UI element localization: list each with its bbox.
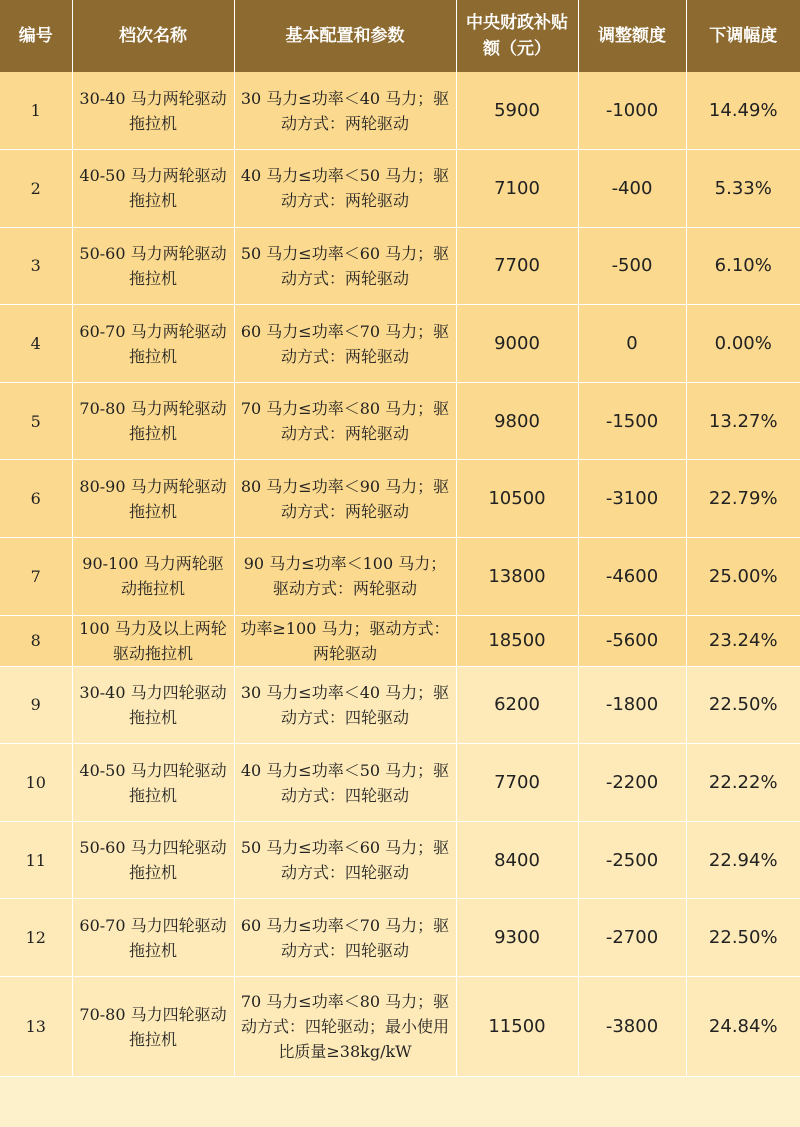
row-rate: 6.10%: [686, 227, 800, 305]
header-id: 编号: [0, 0, 72, 72]
row-name: 90-100 马力两轮驱动拖拉机: [72, 538, 234, 616]
row-name: 70-80 马力两轮驱动拖拉机: [72, 382, 234, 460]
row-rate: 22.79%: [686, 460, 800, 538]
row-id: 5: [0, 382, 72, 460]
row-adjust: -4600: [578, 538, 686, 616]
row-id: 6: [0, 460, 72, 538]
row-rate: 24.84%: [686, 977, 800, 1077]
table-header: [0, 0, 800, 72]
row-adjust: -1000: [578, 72, 686, 150]
header-adjust: 调整额度: [578, 0, 686, 72]
row-id: 4: [0, 305, 72, 383]
row-rate: 14.49%: [686, 72, 800, 150]
row-name: 50-60 马力四轮驱动拖拉机: [72, 821, 234, 899]
row-config: 40 马力≤功率＜50 马力；驱动方式：四轮驱动: [234, 744, 456, 822]
row-subsidy: 8400: [456, 821, 578, 899]
header-config: 基本配置和参数: [234, 0, 456, 72]
table-row: [0, 150, 800, 228]
row-adjust: -1500: [578, 382, 686, 460]
row-subsidy: 6200: [456, 666, 578, 744]
row-config: 70 马力≤功率＜80 马力；驱动方式：两轮驱动: [234, 382, 456, 460]
row-config: 功率≥100 马力；驱动方式：两轮驱动: [234, 615, 456, 666]
row-adjust: 0: [578, 305, 686, 383]
row-adjust: -5600: [578, 615, 686, 666]
row-name: 30-40 马力四轮驱动拖拉机: [72, 666, 234, 744]
table-row: [0, 744, 800, 822]
row-rate: 25.00%: [686, 538, 800, 616]
row-subsidy: 5900: [456, 72, 578, 150]
table-row: [0, 72, 800, 150]
row-name: 60-70 马力两轮驱动拖拉机: [72, 305, 234, 383]
row-adjust: -1800: [578, 666, 686, 744]
row-id: 2: [0, 150, 72, 228]
row-subsidy: 7700: [456, 744, 578, 822]
row-id: 10: [0, 744, 72, 822]
row-adjust: -400: [578, 150, 686, 228]
table-row: [0, 615, 800, 666]
row-adjust: -500: [578, 227, 686, 305]
row-subsidy: 7700: [456, 227, 578, 305]
row-config: 50 马力≤功率＜60 马力；驱动方式：两轮驱动: [234, 227, 456, 305]
row-adjust: -2500: [578, 821, 686, 899]
row-subsidy: 18500: [456, 615, 578, 666]
row-rate: 0.00%: [686, 305, 800, 383]
row-id: 8: [0, 615, 72, 666]
row-config: 60 马力≤功率＜70 马力；驱动方式：两轮驱动: [234, 305, 456, 383]
row-config: 50 马力≤功率＜60 马力；驱动方式：四轮驱动: [234, 821, 456, 899]
row-name: 30-40 马力两轮驱动拖拉机: [72, 72, 234, 150]
row-subsidy: 7100: [456, 150, 578, 228]
row-name: 50-60 马力两轮驱动拖拉机: [72, 227, 234, 305]
row-rate: 22.50%: [686, 666, 800, 744]
row-name: 40-50 马力两轮驱动拖拉机: [72, 150, 234, 228]
row-adjust: -2700: [578, 899, 686, 977]
row-config: 40 马力≤功率＜50 马力；驱动方式：两轮驱动: [234, 150, 456, 228]
table-row: [0, 821, 800, 899]
table-row: [0, 460, 800, 538]
row-rate: 13.27%: [686, 382, 800, 460]
row-subsidy: 11500: [456, 977, 578, 1077]
table-row: [0, 538, 800, 616]
row-id: 11: [0, 821, 72, 899]
row-subsidy: 9800: [456, 382, 578, 460]
row-rate: 22.50%: [686, 899, 800, 977]
row-rate: 23.24%: [686, 615, 800, 666]
row-name: 70-80 马力四轮驱动拖拉机: [72, 977, 234, 1077]
row-id: 12: [0, 899, 72, 977]
row-config: 60 马力≤功率＜70 马力；驱动方式：四轮驱动: [234, 899, 456, 977]
row-name: 40-50 马力四轮驱动拖拉机: [72, 744, 234, 822]
row-rate: 22.22%: [686, 744, 800, 822]
row-config: 90 马力≤功率＜100 马力；驱动方式：两轮驱动: [234, 538, 456, 616]
row-adjust: -3100: [578, 460, 686, 538]
row-id: 9: [0, 666, 72, 744]
row-subsidy: 9000: [456, 305, 578, 383]
row-config: 30 马力≤功率＜40 马力；驱动方式：四轮驱动: [234, 666, 456, 744]
table-row: [0, 227, 800, 305]
row-config: 70 马力≤功率＜80 马力；驱动方式：四轮驱动；最小使用比质量≥38kg/kW: [234, 977, 456, 1077]
table-row: [0, 382, 800, 460]
row-id: 1: [0, 72, 72, 150]
table-row: [0, 305, 800, 383]
row-name: 80-90 马力两轮驱动拖拉机: [72, 460, 234, 538]
row-rate: 5.33%: [686, 150, 800, 228]
row-name: 100 马力及以上两轮驱动拖拉机: [72, 615, 234, 666]
row-id: 7: [0, 538, 72, 616]
header-subsidy: 中央财政补贴额（元）: [456, 0, 578, 72]
row-subsidy: 13800: [456, 538, 578, 616]
row-adjust: -3800: [578, 977, 686, 1077]
row-config: 30 马力≤功率＜40 马力；驱动方式：两轮驱动: [234, 72, 456, 150]
row-rate: 22.94%: [686, 821, 800, 899]
row-subsidy: 9300: [456, 899, 578, 977]
header-rate: 下调幅度: [686, 0, 800, 72]
row-adjust: -2200: [578, 744, 686, 822]
header-name: 档次名称: [72, 0, 234, 72]
row-id: 13: [0, 977, 72, 1077]
row-name: 60-70 马力四轮驱动拖拉机: [72, 899, 234, 977]
table-row: [0, 899, 800, 977]
row-config: 80 马力≤功率＜90 马力；驱动方式：两轮驱动: [234, 460, 456, 538]
row-id: 3: [0, 227, 72, 305]
table-row: [0, 977, 800, 1077]
table-row: [0, 666, 800, 744]
row-subsidy: 10500: [456, 460, 578, 538]
